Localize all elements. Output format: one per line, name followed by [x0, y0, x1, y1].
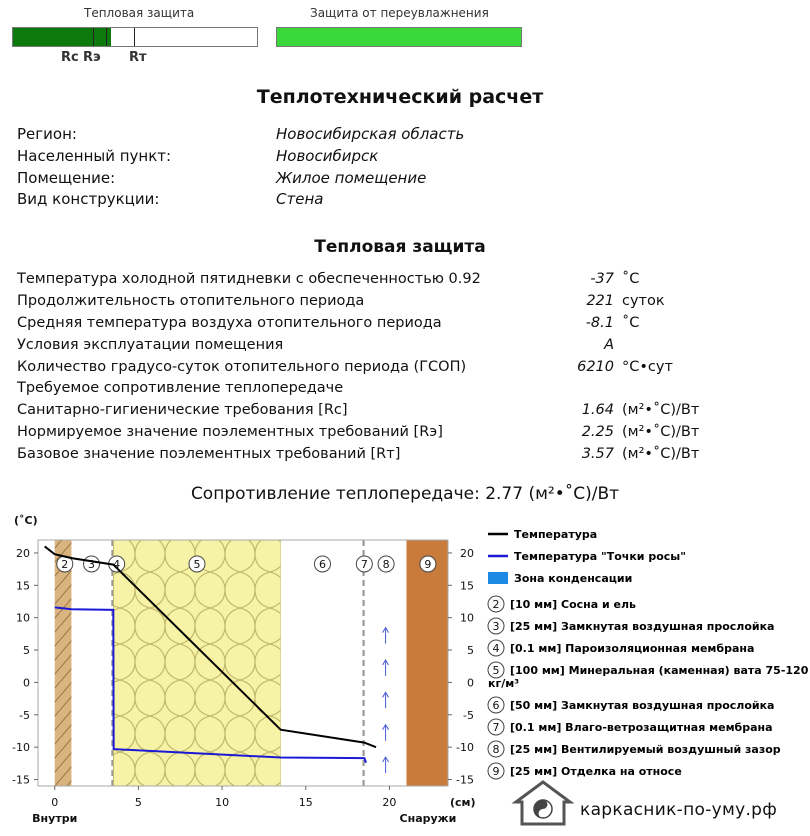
layer-legend-label: [0.1 мм] Пароизоляционная мембрана: [510, 642, 755, 655]
layer-legend-number: 2: [492, 598, 500, 611]
layer-legend-number: 6: [492, 699, 500, 712]
y-tick-right: -15: [456, 773, 474, 787]
y-tick-right: -10: [456, 741, 474, 755]
re-mark: Rэ: [83, 50, 101, 65]
y-tick-left: -10: [12, 741, 30, 755]
avg-temp-value: -8.1: [585, 315, 614, 331]
x-label-outside: Снаружи: [399, 812, 457, 825]
layer-number-label: 8: [382, 557, 390, 571]
x-tick-label: 0: [51, 796, 59, 809]
layer-legend-label: [25 мм] Вентилируемый воздушный зазор: [510, 743, 781, 756]
re-marker-line: [106, 28, 107, 46]
layer-legend-label: [10 мм] Сосна и ель: [510, 598, 637, 611]
layer-number-label: 6: [318, 557, 326, 571]
y-tick-left: -15: [12, 773, 30, 787]
layer-number-label: 3: [88, 557, 96, 571]
thermal-protection-bar-fill: [13, 28, 111, 46]
heating-duration-value: 221: [586, 293, 614, 309]
re-label: Нормируемое значение поэлементных требований [Rэ]: [17, 424, 443, 440]
layer-legend-label: [0.1 мм] Влаго-ветрозащитная мембрана: [510, 721, 773, 734]
heating-duration-label: Продолжительность отопительного периода: [17, 293, 365, 309]
site-name: каркасник-по-уму.рф: [580, 800, 778, 820]
y-tick-left: 0: [23, 676, 30, 690]
thermal-protection-bar: [12, 27, 258, 47]
y-tick-left: 15: [16, 579, 30, 593]
layer-legend-label: [100 мм] Минеральная (каменная) вата 75-120: [510, 664, 809, 677]
rc-value: 1.64: [581, 402, 614, 418]
rc-marker-line: [93, 28, 94, 46]
layer-number-label: 7: [360, 557, 368, 571]
thermal-protection-label: Тепловая защита: [84, 6, 195, 20]
y-tick-left: 10: [16, 611, 30, 625]
re-unit: (м²•˚С)/Вт: [622, 424, 700, 440]
gsop-label: Количество градусо-суток отопительного периода (ГСОП): [17, 359, 467, 375]
y-tick-left: 5: [23, 644, 30, 658]
construction-value: Стена: [276, 190, 324, 208]
legend-label: Температура: [514, 528, 598, 541]
rt-marker-line: [134, 28, 135, 46]
conditions-value: А: [604, 337, 614, 353]
city-value: Новосибирск: [276, 147, 379, 165]
rc-label: Санитарно-гигиенические требования [Rc]: [17, 402, 348, 418]
y-tick-right: -5: [463, 708, 474, 722]
y-tick-right: 5: [467, 644, 474, 658]
thermal-section-title: Тепловая защита: [314, 237, 486, 257]
layer-legend-label: [25 мм] Отделка на относе: [510, 765, 682, 778]
rt-value: 3.57: [581, 446, 614, 462]
construction-label: Вид конструкции:: [17, 190, 160, 208]
layer-legend-label: [50 мм] Замкнутая воздушная прослойка: [510, 699, 775, 712]
resistance-result: Сопротивление теплопередаче: 2.77 (м²•˚С)/Вт: [190, 484, 620, 504]
legend-swatch-box: [488, 572, 508, 584]
y-tick-right: 15: [460, 579, 474, 593]
re-value: 2.25: [581, 424, 614, 440]
layer-legend-number: 4: [492, 642, 500, 655]
rc-mark: Rc: [61, 50, 79, 65]
x-axis-label: (см): [450, 796, 476, 809]
x-tick-label: 5: [134, 796, 142, 809]
layer-2-fill: [55, 540, 72, 786]
x-tick-label: 10: [215, 796, 230, 809]
winter-temp-unit: ˚С: [622, 271, 640, 287]
avg-temp-unit: ˚С: [622, 315, 640, 331]
layer-legend-number: 9: [492, 765, 500, 778]
heating-duration-unit: суток: [622, 293, 665, 309]
region-value: Новосибирская область: [276, 125, 465, 143]
layer-6-fill: [281, 540, 365, 786]
rt-unit: (м²•˚С)/Вт: [622, 446, 700, 462]
layer-legend-number: 5: [492, 664, 500, 677]
city-label: Населенный пункт:: [17, 147, 172, 165]
winter-temp-label: Температура холодной пятидневки с обеспеченностью 0.92: [17, 271, 481, 287]
y-tick-left: 20: [16, 546, 30, 560]
layer-legend-number: 7: [492, 721, 500, 734]
layer-5-fill: [113, 540, 280, 786]
region-label: Регион:: [17, 125, 77, 143]
avg-temp-label: Средняя температура воздуха отопительного периода: [17, 315, 442, 331]
y-tick-right: 20: [460, 546, 474, 560]
rt-mark: Rт: [129, 50, 147, 65]
layer-3-fill: [71, 540, 113, 786]
legend-label: Температура "Точки росы": [514, 550, 686, 563]
layer-legend-number: 3: [492, 620, 500, 633]
y-tick-left: -5: [19, 708, 30, 722]
page-title: Теплотехнический расчет: [256, 86, 544, 108]
x-tick-label: 15: [298, 796, 313, 809]
layer-legend-number: 8: [492, 743, 500, 756]
y-tick-right: 0: [467, 676, 474, 690]
layer-legend-label: [25 мм] Замкнутая воздушная прослойка: [510, 620, 775, 633]
y-tick-right: 10: [460, 611, 474, 625]
y-axis-label: (˚С): [14, 514, 38, 527]
x-tick-label: 20: [382, 796, 397, 809]
rc-unit: (м²•˚С)/Вт: [622, 402, 700, 418]
moisture-protection-label: Защита от переувлажнения: [310, 6, 489, 20]
layer-number-label: 4: [113, 557, 121, 571]
room-value: Жилое помещение: [276, 169, 427, 187]
layer-number-label: 9: [424, 557, 432, 571]
conditions-label: Условия эксплуатации помещения: [17, 337, 284, 353]
house-logo-icon: [512, 778, 574, 828]
layer-number-label: 5: [193, 557, 201, 571]
required-resistance-label: Требуемое сопротивление теплопередаче: [17, 380, 344, 396]
gsop-value: 6210: [577, 359, 614, 375]
moisture-protection-bar: [276, 27, 522, 47]
layer-9-fill: [406, 540, 448, 786]
room-label: Помещение:: [17, 169, 116, 187]
moisture-protection-bar-fill: [277, 28, 521, 46]
layer-legend-label-cont: кг/м³: [488, 677, 520, 690]
winter-temp-value: -37: [590, 271, 614, 287]
gsop-unit: °С•сут: [622, 359, 673, 375]
layer-number-label: 2: [61, 557, 69, 571]
rt-label: Базовое значение поэлементных требований [Rт]: [17, 446, 401, 462]
x-label-inside: Внутри: [32, 812, 78, 825]
legend-label: Зона конденсации: [514, 572, 633, 585]
